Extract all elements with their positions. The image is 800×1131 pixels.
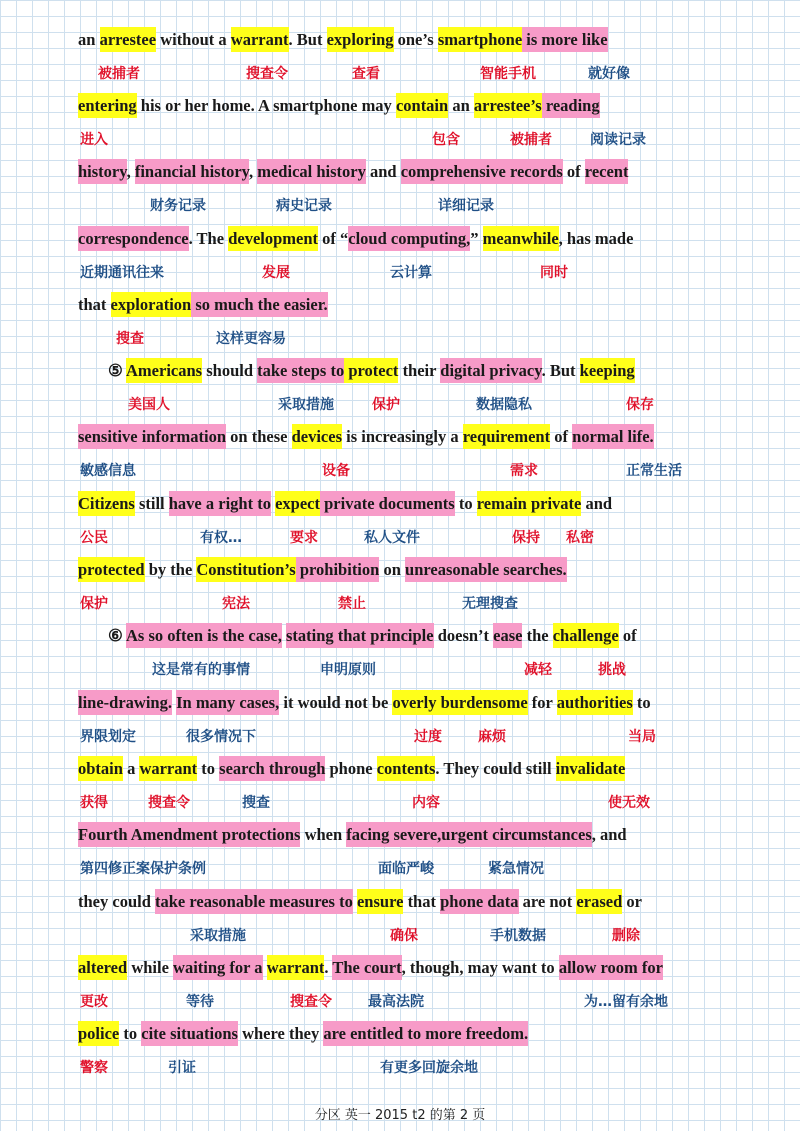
passage-line bbox=[78, 688, 651, 718]
text-run: that bbox=[403, 892, 441, 911]
highlight-pink: medical history bbox=[257, 159, 366, 184]
text-run: should bbox=[202, 361, 258, 380]
text-run: ⑥ bbox=[108, 626, 127, 645]
passage-line bbox=[78, 754, 625, 784]
translation-note: 同时 bbox=[540, 265, 568, 281]
translation-line bbox=[0, 726, 800, 748]
highlight-pink: normal life. bbox=[572, 424, 654, 449]
translation-note: 这是常有的事情 bbox=[152, 662, 250, 678]
highlight-pink: sensitive information bbox=[78, 424, 226, 449]
translation-note: 挑战 bbox=[598, 662, 626, 678]
text-run: of bbox=[550, 427, 573, 446]
translation-note: 有更多回旋余地 bbox=[380, 1060, 478, 1076]
text-run: where they bbox=[237, 1024, 324, 1043]
translation-note: 智能手机 bbox=[480, 66, 536, 82]
text-run: are not bbox=[518, 892, 577, 911]
text-run: an bbox=[78, 30, 100, 49]
text-run: , and bbox=[591, 825, 627, 844]
highlight-pink: financial history bbox=[135, 159, 249, 184]
translation-note: 保存 bbox=[626, 397, 654, 413]
highlight-yellow: warrant bbox=[267, 955, 325, 980]
text-run: phone bbox=[325, 759, 377, 778]
highlight-pink: are entitled to more freedom. bbox=[323, 1021, 528, 1046]
text-run: ⑤ bbox=[108, 361, 127, 380]
text-run: of bbox=[562, 162, 585, 181]
translation-note: 使无效 bbox=[608, 795, 650, 811]
highlight-yellow: authorities bbox=[557, 690, 633, 715]
passage-line bbox=[78, 820, 627, 850]
translation-note: 保护 bbox=[80, 596, 108, 612]
highlight-pink: In many cases, bbox=[176, 690, 279, 715]
translation-note: 保持 bbox=[512, 530, 540, 546]
text-run: , bbox=[126, 162, 135, 181]
highlight-pink: unreasonable searches. bbox=[405, 557, 567, 582]
highlight-yellow: Constitution’s bbox=[196, 557, 295, 582]
highlight-pink: line-drawing. bbox=[78, 690, 172, 715]
passage-line bbox=[78, 953, 663, 983]
highlight-yellow: keeping bbox=[580, 358, 635, 383]
text-run: while bbox=[127, 958, 174, 977]
highlight-yellow: police bbox=[78, 1021, 119, 1046]
translation-note: 为…留有余地 bbox=[584, 994, 668, 1010]
translation-note: 保护 bbox=[372, 397, 400, 413]
translation-line bbox=[0, 460, 800, 482]
text-run: or bbox=[622, 892, 642, 911]
translation-note: 第四修正案保护条例 bbox=[80, 861, 206, 877]
text-run: still bbox=[134, 494, 169, 513]
text-run: it would not be bbox=[279, 693, 393, 712]
highlight-yellow: entering bbox=[78, 93, 137, 118]
translation-note: 很多情况下 bbox=[186, 729, 256, 745]
text-run: and bbox=[365, 162, 401, 181]
text-run: of “ bbox=[318, 229, 349, 248]
text-run: . But bbox=[541, 361, 580, 380]
translation-note: 被捕者 bbox=[98, 66, 140, 82]
translation-note: 阅读记录 bbox=[590, 132, 646, 148]
highlight-yellow: erased bbox=[576, 889, 622, 914]
highlight-yellow: altered bbox=[78, 955, 127, 980]
highlight-pink: is more like bbox=[522, 27, 607, 52]
translation-note: 要求 bbox=[290, 530, 318, 546]
passage-line bbox=[78, 157, 628, 187]
translation-note: 手机数据 bbox=[490, 928, 546, 944]
text-run: . They could still bbox=[435, 759, 556, 778]
translation-line bbox=[0, 262, 800, 284]
page-footer: 分区 英一 2015 t2 的第 2 页 bbox=[314, 1108, 486, 1123]
translation-note: 警察 bbox=[80, 1060, 108, 1076]
translation-line bbox=[0, 129, 800, 151]
translation-note: 获得 bbox=[80, 795, 108, 811]
highlight-yellow: arrestee’s bbox=[474, 93, 542, 118]
highlight-yellow: Americans bbox=[126, 358, 202, 383]
highlight-pink: history bbox=[78, 159, 127, 184]
translation-note: 搜查 bbox=[242, 795, 270, 811]
translation-note: 禁止 bbox=[338, 596, 366, 612]
translation-note: 采取措施 bbox=[190, 928, 246, 944]
text-run: , though, may want to bbox=[401, 958, 559, 977]
translation-note: 紧急情况 bbox=[488, 861, 544, 877]
passage-line bbox=[108, 356, 635, 386]
passage-line bbox=[78, 1019, 528, 1049]
translation-line bbox=[0, 593, 800, 615]
text-run: an bbox=[448, 96, 474, 115]
text-run: on these bbox=[226, 427, 292, 446]
highlight-yellow: devices bbox=[292, 424, 342, 449]
passage-line bbox=[78, 290, 328, 320]
translation-note: 引证 bbox=[168, 1060, 196, 1076]
translation-line bbox=[0, 328, 800, 350]
highlight-pink: digital privacy bbox=[440, 358, 541, 383]
highlight-pink: ease bbox=[493, 623, 522, 648]
highlight-yellow: meanwhile bbox=[483, 226, 559, 251]
highlight-pink: The court bbox=[332, 955, 401, 980]
highlight-yellow: ensure bbox=[357, 889, 403, 914]
highlight-yellow: development bbox=[228, 226, 318, 251]
translation-line bbox=[0, 63, 800, 85]
text-run: to bbox=[454, 494, 477, 513]
highlight-yellow: contents bbox=[377, 756, 436, 781]
text-run: , has made bbox=[558, 229, 634, 248]
highlight-pink: allow room for bbox=[559, 955, 663, 980]
text-run: a bbox=[122, 759, 140, 778]
highlight-pink: facing severe, bbox=[346, 822, 441, 847]
highlight-pink: have a right to bbox=[169, 491, 271, 516]
translation-note: 正常生活 bbox=[626, 463, 682, 479]
translation-note: 美国人 bbox=[128, 397, 170, 413]
highlight-pink: take steps to bbox=[257, 358, 344, 383]
text-run: without a bbox=[156, 30, 231, 49]
translation-note: 就好像 bbox=[588, 66, 630, 82]
translation-note: 私人文件 bbox=[364, 530, 420, 546]
text-run: . The bbox=[188, 229, 229, 248]
translation-note: 进入 bbox=[80, 132, 108, 148]
translation-note: 删除 bbox=[612, 928, 640, 944]
translation-line bbox=[0, 659, 800, 681]
translation-note: 界限划定 bbox=[80, 729, 136, 745]
translation-note: 确保 bbox=[390, 928, 418, 944]
highlight-yellow: warrant bbox=[231, 27, 289, 52]
passage-line bbox=[108, 621, 637, 651]
highlight-pink: correspondence bbox=[78, 226, 189, 251]
text-run: when bbox=[300, 825, 347, 844]
translation-note: 采取措施 bbox=[278, 397, 334, 413]
translation-note: 近期通讯往来 bbox=[80, 265, 164, 281]
highlight-yellow: Citizens bbox=[78, 491, 135, 516]
passage-line bbox=[78, 91, 600, 121]
highlight-yellow: exploration bbox=[111, 292, 192, 317]
text-run: to bbox=[197, 759, 220, 778]
highlight-pink: comprehensive records bbox=[401, 159, 563, 184]
highlight-yellow: warrant bbox=[139, 756, 197, 781]
translation-note: 详细记录 bbox=[438, 198, 494, 214]
translation-line bbox=[0, 925, 800, 947]
passage-line bbox=[78, 555, 567, 585]
highlight-pink: cloud computing, bbox=[348, 226, 470, 251]
passage-line bbox=[78, 887, 642, 917]
translation-note: 公民 bbox=[80, 530, 108, 546]
passage-line bbox=[78, 489, 612, 519]
translation-line bbox=[0, 792, 800, 814]
text-run: their bbox=[398, 361, 441, 380]
translation-note: 财务记录 bbox=[150, 198, 206, 214]
text-run: on bbox=[379, 560, 406, 579]
translation-note: 设备 bbox=[322, 463, 350, 479]
highlight-yellow: remain private bbox=[477, 491, 582, 516]
translation-note: 云计算 bbox=[390, 265, 432, 281]
text-run: that bbox=[78, 295, 111, 314]
highlight-pink: take reasonable measures to bbox=[155, 889, 353, 914]
highlight-pink: search through bbox=[219, 756, 325, 781]
highlight-yellow: obtain bbox=[78, 756, 123, 781]
text-run: by the bbox=[144, 560, 197, 579]
translation-note: 更改 bbox=[80, 994, 108, 1010]
passage-line bbox=[78, 25, 608, 55]
highlight-yellow: protect bbox=[344, 358, 398, 383]
highlight-pink: recent bbox=[585, 159, 629, 184]
highlight-yellow: contain bbox=[396, 93, 448, 118]
translation-note: 减轻 bbox=[524, 662, 552, 678]
translation-note: 当局 bbox=[628, 729, 656, 745]
translation-note: 搜查令 bbox=[246, 66, 288, 82]
text-run: the bbox=[522, 626, 553, 645]
translation-note: 查看 bbox=[352, 66, 380, 82]
highlight-pink: so much the easier. bbox=[191, 292, 327, 317]
translation-line bbox=[0, 527, 800, 549]
translation-note: 麻烦 bbox=[478, 729, 506, 745]
translation-note: 等待 bbox=[186, 994, 214, 1010]
highlight-yellow: exploring bbox=[327, 27, 394, 52]
highlight-pink: As so often is the case, bbox=[126, 623, 282, 648]
highlight-pink: reading bbox=[542, 93, 600, 118]
text-run: ” bbox=[470, 229, 483, 248]
translation-line bbox=[0, 195, 800, 217]
translation-note: 最高法院 bbox=[368, 994, 424, 1010]
text-run: to bbox=[119, 1024, 142, 1043]
highlight-yellow: protected bbox=[78, 557, 145, 582]
translation-note: 敏感信息 bbox=[80, 463, 136, 479]
highlight-pink: prohibition bbox=[296, 557, 380, 582]
highlight-pink: Fourth Amendment protections bbox=[78, 822, 300, 847]
highlight-pink: private documents bbox=[320, 491, 455, 516]
translation-note: 病史记录 bbox=[276, 198, 332, 214]
translation-note: 内容 bbox=[412, 795, 440, 811]
translation-note: 需求 bbox=[510, 463, 538, 479]
text-run: is increasingly a bbox=[342, 427, 463, 446]
text-run: one’s bbox=[393, 30, 438, 49]
text-run: . But bbox=[288, 30, 327, 49]
translation-line bbox=[0, 1057, 800, 1079]
highlight-yellow: overly burdensome bbox=[392, 690, 527, 715]
highlight-pink: waiting for a bbox=[173, 955, 263, 980]
highlight-yellow: challenge bbox=[553, 623, 619, 648]
translation-line bbox=[0, 394, 800, 416]
translation-line bbox=[0, 991, 800, 1013]
translation-note: 发展 bbox=[262, 265, 290, 281]
passage-line bbox=[78, 224, 633, 254]
highlight-yellow: expect bbox=[275, 491, 320, 516]
translation-note: 包含 bbox=[432, 132, 460, 148]
translation-note: 被捕者 bbox=[510, 132, 552, 148]
text-run: and bbox=[581, 494, 613, 513]
translation-note: 无理搜查 bbox=[462, 596, 518, 612]
highlight-pink: cite situations bbox=[141, 1021, 238, 1046]
translation-note: 宪法 bbox=[222, 596, 250, 612]
highlight-pink: phone data bbox=[440, 889, 518, 914]
translation-note: 私密 bbox=[566, 530, 594, 546]
translation-note: 数据隐私 bbox=[476, 397, 532, 413]
text-run: to bbox=[632, 693, 651, 712]
highlight-yellow: arrestee bbox=[100, 27, 157, 52]
passage-line bbox=[78, 422, 654, 452]
translation-note: 这样更容易 bbox=[216, 331, 286, 347]
text-run: . bbox=[324, 958, 333, 977]
text-run: they could bbox=[78, 892, 156, 911]
text-run: his or her home. A smartphone may bbox=[136, 96, 396, 115]
translation-note: 过度 bbox=[414, 729, 442, 745]
highlight-yellow: invalidate bbox=[556, 756, 626, 781]
highlight-pink: urgent circumstances bbox=[441, 822, 591, 847]
text-run: for bbox=[527, 693, 557, 712]
highlight-pink: stating that principle bbox=[286, 623, 434, 648]
translation-note: 面临严峻 bbox=[378, 861, 434, 877]
translation-note: 搜查令 bbox=[148, 795, 190, 811]
text-run: of bbox=[618, 626, 637, 645]
translation-note: 有权… bbox=[200, 530, 242, 546]
translation-line bbox=[0, 858, 800, 880]
text-run: doesn’t bbox=[433, 626, 494, 645]
highlight-yellow: requirement bbox=[463, 424, 550, 449]
highlight-yellow: smartphone bbox=[438, 27, 522, 52]
translation-note: 申明原则 bbox=[320, 662, 376, 678]
text-run: , bbox=[248, 162, 258, 181]
translation-note: 搜查令 bbox=[290, 994, 332, 1010]
translation-note: 搜查 bbox=[116, 331, 144, 347]
